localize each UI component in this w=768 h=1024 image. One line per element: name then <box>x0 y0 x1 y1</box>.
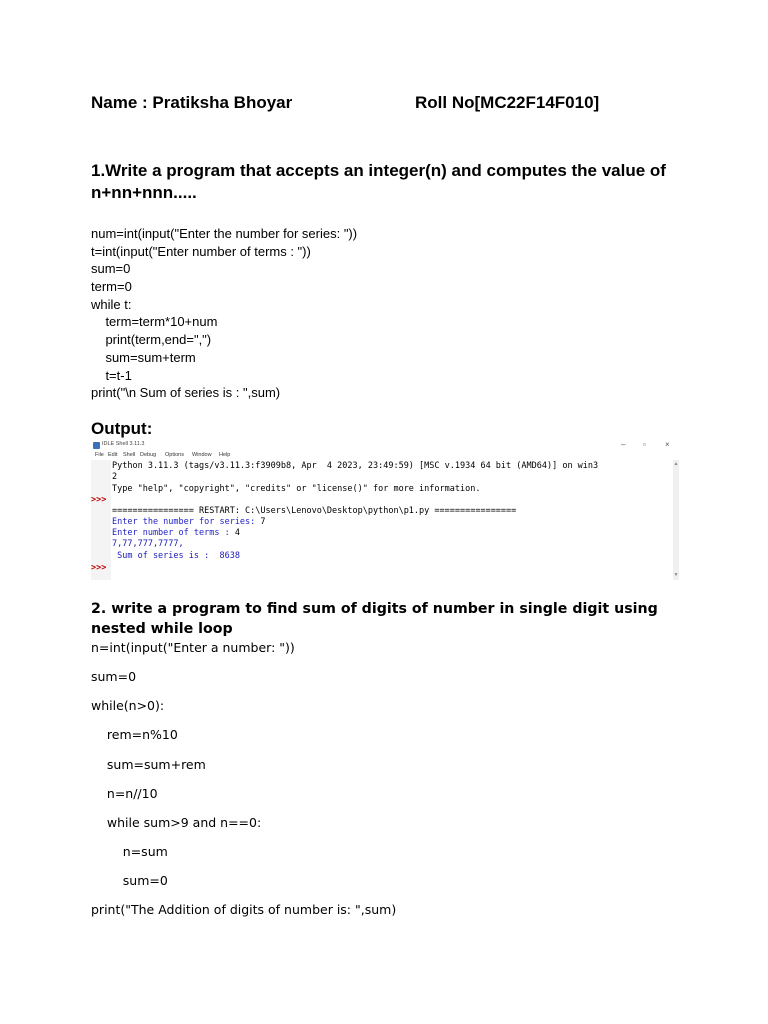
restart-line: ================ RESTART: C:\Users\Lenovo\Desktop\python\p1.py ================ <box>112 506 517 516</box>
shell-output-area[interactable] <box>111 460 673 580</box>
code-line: while(n>0): <box>91 698 165 713</box>
menu-shell[interactable]: Shell <box>123 452 136 458</box>
shell-prompt: >>> <box>91 495 107 505</box>
code-line: print(term,end=",") <box>91 332 212 348</box>
code-line: sum=0 <box>91 669 137 684</box>
input-prompt-text: Enter the number for series: <box>112 517 261 527</box>
input-value: 7 <box>260 517 266 527</box>
idle-titlebar <box>91 440 679 452</box>
sum-output: Sum of series is : 8638 <box>112 551 240 561</box>
question-1-code <box>91 225 357 402</box>
python-banner: 2 <box>112 472 118 482</box>
menu-file[interactable]: File <box>95 452 104 458</box>
code-line: sum=sum+rem <box>91 757 206 772</box>
idle-window-title: IDLE Shell 3.11.3 <box>102 441 145 447</box>
code-line: n=int(input("Enter a number: ")) <box>91 640 295 655</box>
code-line: while sum>9 and n==0: <box>91 815 262 830</box>
minimize-icon[interactable]: – <box>621 440 626 449</box>
code-line: t=int(input("Enter number of terms : ")) <box>91 243 311 259</box>
python-banner: Type "help", "copyright", "credits" or "license()" for more information. <box>112 484 481 494</box>
code-line: sum=0 <box>91 873 168 888</box>
scroll-up-icon[interactable]: ▲ <box>673 461 679 467</box>
output-heading: Output: <box>91 419 153 438</box>
code-line: n=n//10 <box>91 786 158 801</box>
code-line: num=int(input("Enter the number for series: ")) <box>91 226 358 241</box>
question-2-title: 2. write a program to find sum of digits of number in single digit using nested while loop <box>91 601 658 637</box>
code-line: print("The Addition of digits of number is: ",sum) <box>91 902 397 917</box>
python-banner: Python 3.11.3 (tags/v3.11.3:f3909b8, Apr 4 2023, 23:49:59) [MSC v.1934 64 bit (AMD64)] on win3 <box>112 461 599 471</box>
input-value: 4 <box>234 528 240 538</box>
question-1-title: 1.Write a program that accepts an integer(n) and computes the value of n+nn+nnn..... <box>91 161 666 202</box>
code-line: n=sum <box>91 844 168 859</box>
code-line: sum=sum+term <box>91 349 196 365</box>
python-idle-icon <box>93 442 100 449</box>
code-line: while t: <box>91 296 132 312</box>
idle-shell-window <box>91 440 679 580</box>
menu-window[interactable]: Window <box>192 452 212 458</box>
input-prompt-text: Enter number of terms : <box>112 528 235 538</box>
menu-options[interactable]: Options <box>165 452 184 458</box>
document-header <box>91 93 711 117</box>
idle-menubar <box>91 452 679 460</box>
code-line: rem=n%10 <box>91 727 178 742</box>
roll-number: Roll No[MC22F14F010] <box>415 93 600 112</box>
code-line: t=t-1 <box>91 367 132 383</box>
maximize-icon[interactable]: ▫ <box>643 440 646 449</box>
close-icon[interactable]: × <box>665 440 670 449</box>
code-line: term=term*10+num <box>91 314 218 330</box>
series-output: 7,77,777,7777, <box>112 539 184 549</box>
code-line: term=0 <box>91 279 132 295</box>
code-line: print("\n Sum of series is : ",sum) <box>91 385 281 401</box>
code-line: sum=0 <box>91 261 131 277</box>
prompt-gutter <box>91 460 111 580</box>
menu-help[interactable]: Help <box>219 452 231 458</box>
input-line <box>112 528 240 539</box>
menu-debug[interactable]: Debug <box>140 452 157 458</box>
shell-scrollbar[interactable] <box>673 460 679 580</box>
input-line <box>112 517 266 528</box>
shell-prompt: >>> <box>91 563 107 573</box>
student-name: Name : Pratiksha Bhoyar <box>91 93 293 112</box>
menu-edit[interactable]: Edit <box>108 452 118 458</box>
scroll-down-icon[interactable]: ▼ <box>673 572 679 578</box>
